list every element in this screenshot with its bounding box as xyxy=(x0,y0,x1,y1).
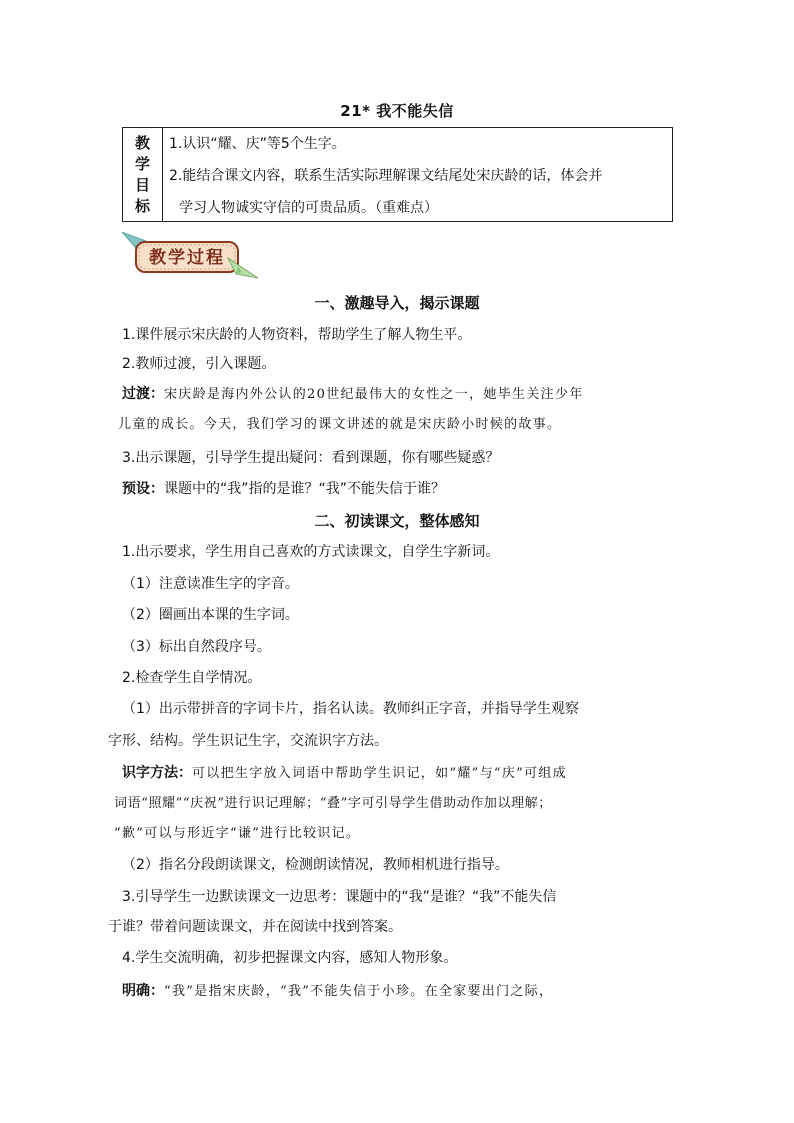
paragraph: 1.出示要求，学生用自己喜欢的方式读课文，自学生字新词。 xyxy=(122,544,500,560)
goals-label-char: 教 xyxy=(134,133,150,152)
paragraph: 2.教师过渡，引入课题。 xyxy=(122,356,276,372)
paragraph: 2.检查学生自学情况。 xyxy=(122,670,262,686)
sub-item: （1）注意读准生字的字音。 xyxy=(122,576,299,592)
method-paragraph-continued xyxy=(114,792,669,811)
teaching-process-badge xyxy=(120,228,260,280)
transition-label: 过渡： xyxy=(122,386,164,402)
goals-label-char: 学 xyxy=(134,154,150,173)
preset-paragraph xyxy=(122,478,677,498)
method-text: 可以把生字放入词语中帮助学生识记，如“耀”与“庆”可组成 xyxy=(192,766,567,781)
paragraph: 3.引导学生一边默读课文一边思考：课题中的“我”是谁？“我”不能失信 xyxy=(122,889,557,905)
method-label: 识字方法： xyxy=(122,765,192,781)
sub-item-continued: 字形、结构。学生识记生字，交流识字方法。 xyxy=(108,733,388,749)
paragraph-continued: 于谁？带着问题读课文，并在阅读中找到答案。 xyxy=(108,919,402,935)
sub-item: （2）圈画出本课的生字词。 xyxy=(122,607,299,623)
sub-item: （1）出示带拼音的字词卡片，指名认读。教师纠正字音，并指导学生观察 xyxy=(122,701,579,717)
paragraph: 1.课件展示宋庆龄的人物资料，帮助学生了解人物生平。 xyxy=(122,327,472,343)
transition-paragraph xyxy=(122,383,677,403)
clarify-text: “我”是指宋庆龄，“我”不能失信于小珍。在全家要出门之际， xyxy=(164,984,554,999)
paragraph: 3.出示课题，引导学生提出疑问：看到课题，你有哪些疑惑？ xyxy=(122,450,500,466)
method-paragraph-continued xyxy=(114,822,669,841)
method-text: 词语“照耀”“庆祝”进行识记理解；“叠”字可引导学生借助动作加以理解； xyxy=(114,796,552,811)
teaching-process-label: 教学过程 xyxy=(149,248,225,268)
transition-paragraph-continued xyxy=(118,413,673,432)
goal-item: 1.认识“耀、庆”等5个生字。 xyxy=(169,136,346,152)
section-heading: 一、激趣导入，揭示课题 xyxy=(314,294,480,312)
sub-item: （3）标出自然段序号。 xyxy=(122,639,271,655)
goals-label-char: 标 xyxy=(134,196,150,215)
method-text: “歉”可以与形近字“谦”进行比较识记。 xyxy=(114,826,361,841)
goals-label-char: 目 xyxy=(134,175,150,194)
preset-label: 预设： xyxy=(122,481,164,497)
teaching-goals-content xyxy=(163,128,672,221)
lesson-title: 21* 我不能失信 xyxy=(340,102,454,120)
method-paragraph xyxy=(122,762,677,782)
goal-item-continued: 学习人物诚实守信的可贵品质。（重难点） xyxy=(179,200,438,216)
section-heading: 二、初读课文，整体感知 xyxy=(314,512,480,530)
transition-text: 儿童的成长。今天，我们学习的课文讲述的就是宋庆龄小时候的故事。 xyxy=(118,417,562,432)
goal-item: 2.能结合课文内容，联系生活实际理解课文结尾处宋庆龄的话，体会并 xyxy=(169,168,603,184)
clarify-paragraph xyxy=(122,980,677,1000)
clarify-label: 明确： xyxy=(122,983,164,999)
sub-item: （2）指名分段朗读课文，检测朗读情况，教师相机进行指导。 xyxy=(122,857,509,873)
teaching-goals-label xyxy=(123,128,163,221)
paragraph: 4.学生交流明确，初步把握课文内容，感知人物形象。 xyxy=(122,950,458,966)
teaching-goals-table xyxy=(122,127,673,222)
preset-text: 课题中的“我”指的是谁？“我”不能失信于谁？ xyxy=(164,481,446,497)
transition-text: 宋庆龄是海内外公认的20世纪最伟大的女性之一，她毕生关注少年 xyxy=(164,387,584,402)
